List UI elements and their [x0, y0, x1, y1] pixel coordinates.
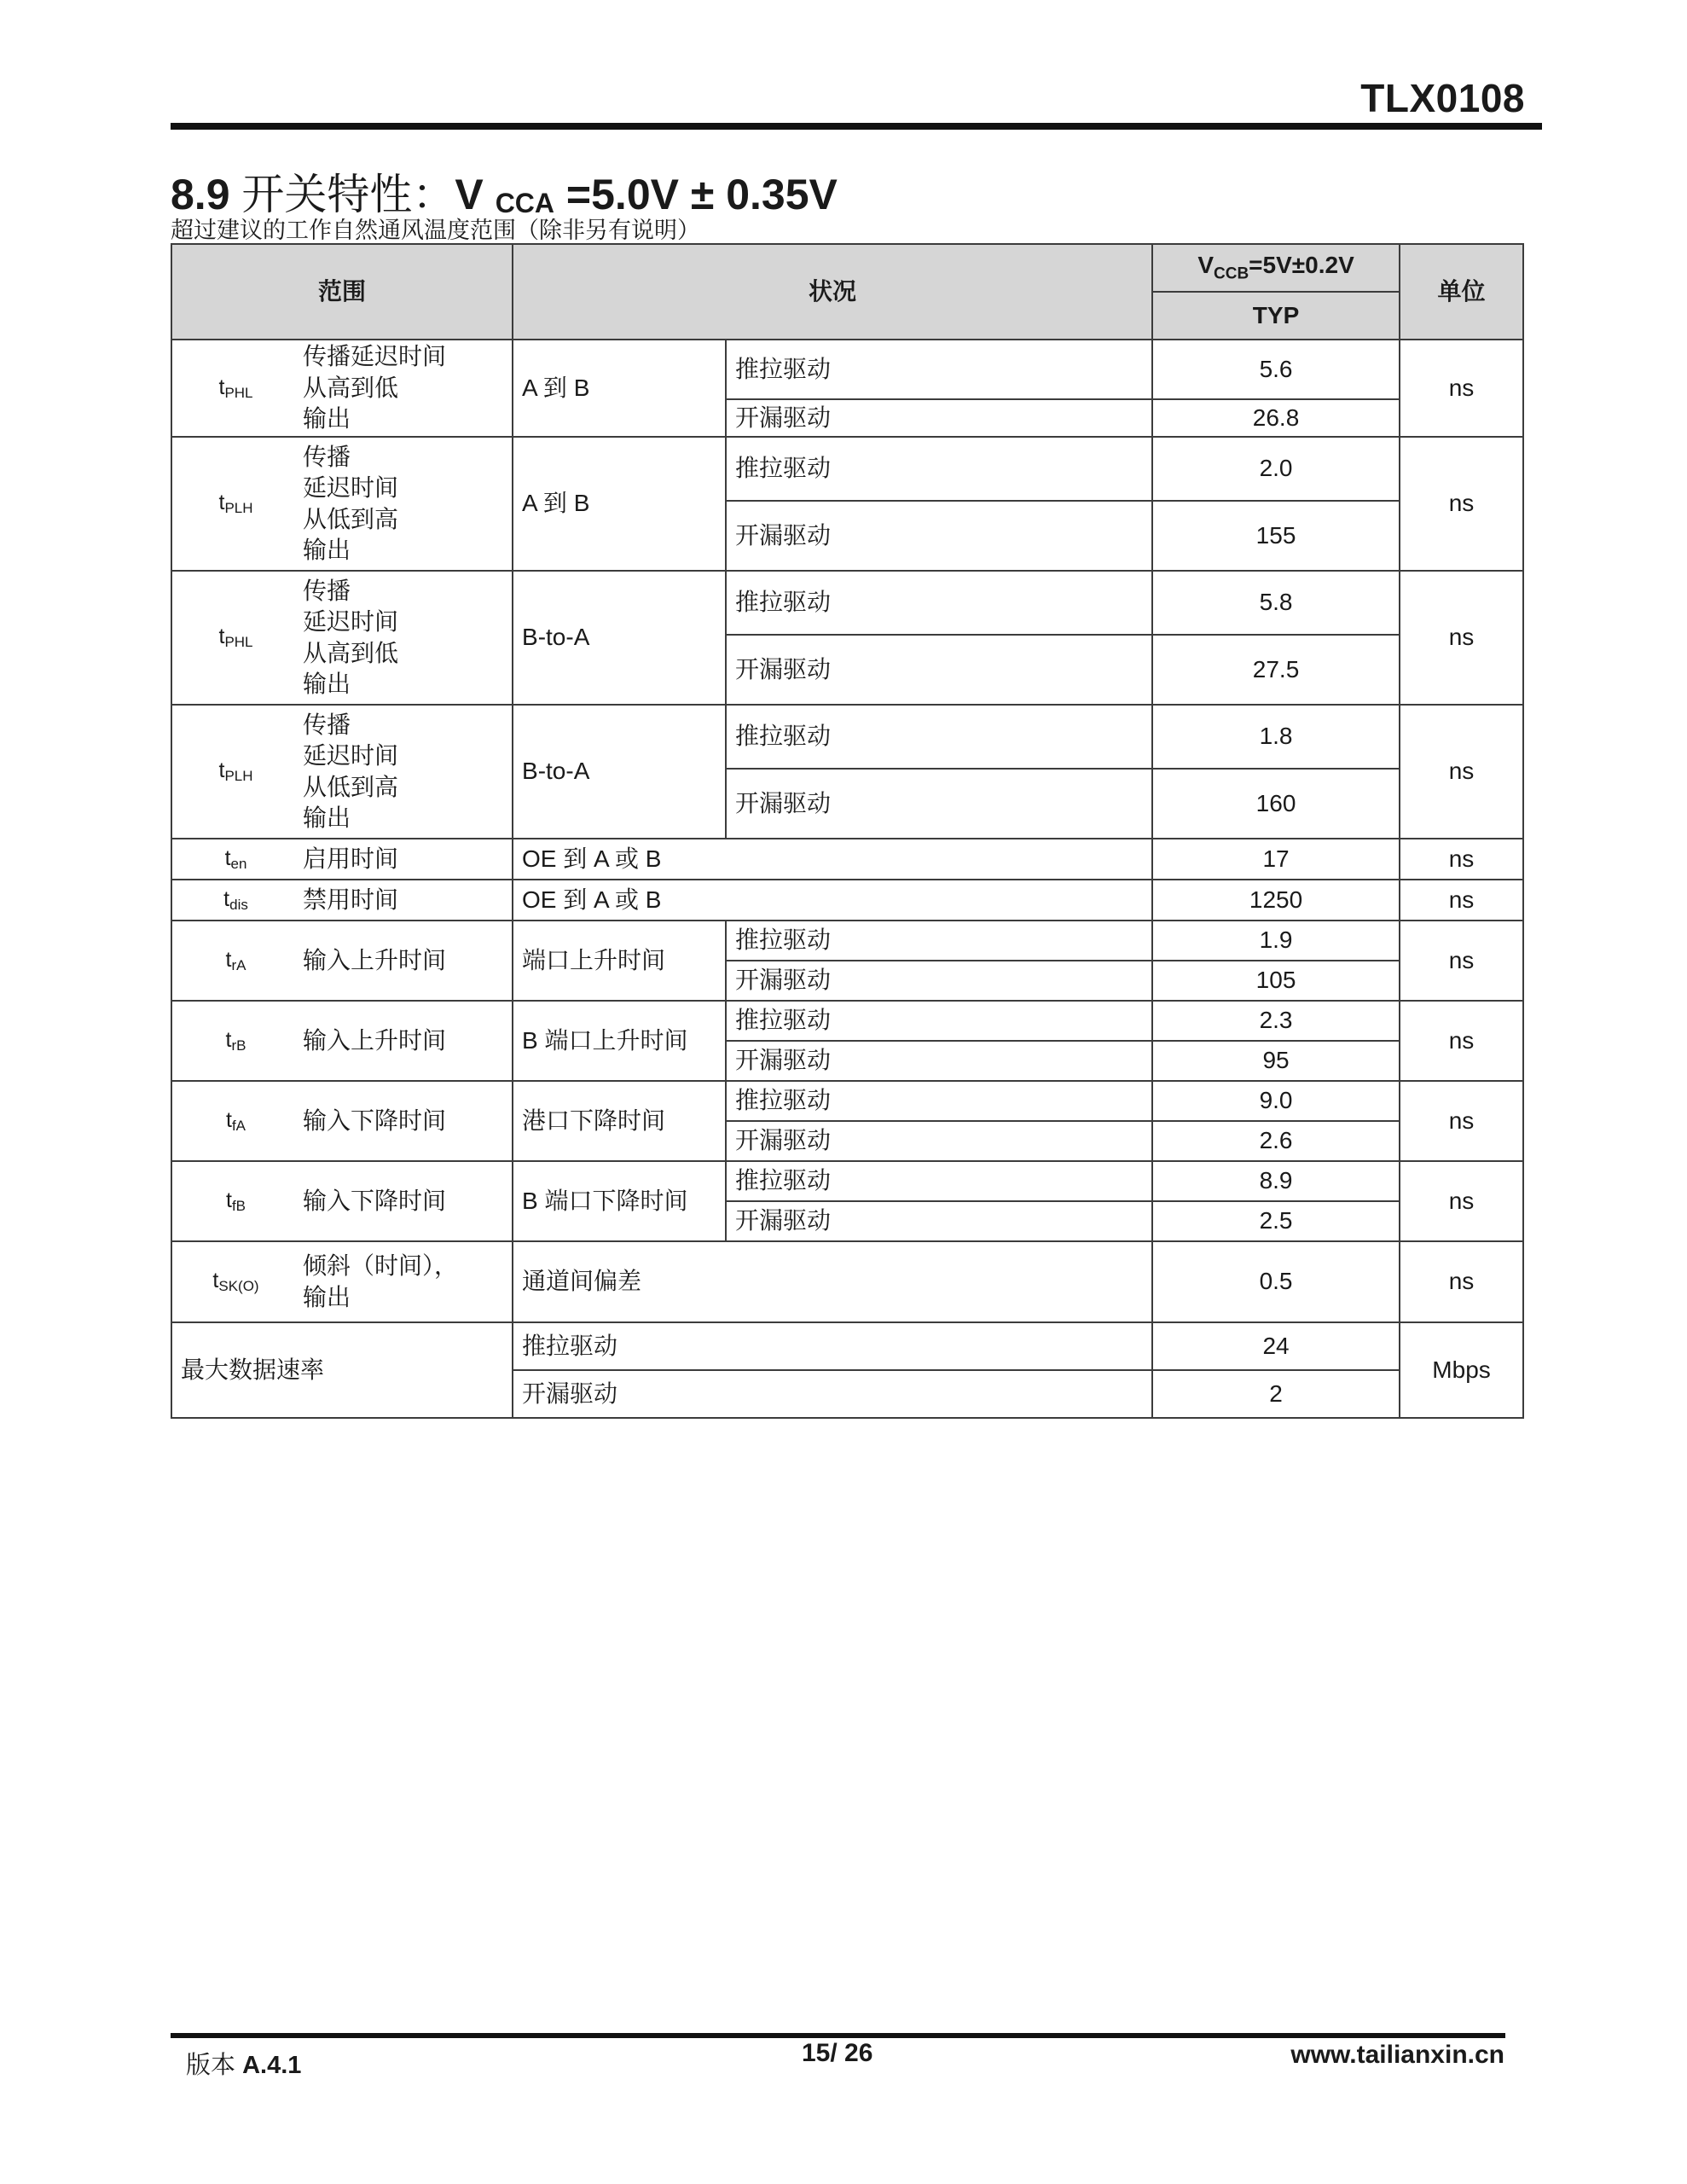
param-symbol-sub: en	[230, 855, 247, 872]
param-symbol	[171, 571, 299, 705]
param-description-line: 倾斜（时间），	[303, 1252, 459, 1280]
typ-value: 2	[1152, 1370, 1400, 1418]
footer-version-value: A.4.1	[242, 2052, 302, 2079]
param-symbol	[171, 880, 299, 921]
part-number: TLX0108	[1360, 76, 1525, 120]
param-symbol	[171, 705, 299, 839]
param-symbol	[171, 839, 299, 880]
param-symbol-t: t	[218, 375, 225, 399]
param-symbol-t: t	[225, 1027, 232, 1052]
param-symbol-t: t	[225, 1188, 232, 1212]
param-description-line: 传播	[303, 443, 351, 470]
test-condition: 港口下降时间	[513, 1081, 726, 1161]
typ-value: 1.9	[1152, 921, 1400, 961]
footer-website: www.tailianxin.cn	[1290, 2041, 1504, 2069]
section-number: 8.9	[171, 171, 230, 218]
param-description-line: 启用时间	[303, 845, 399, 872]
param-symbol	[171, 437, 299, 571]
table-row	[171, 705, 1523, 769]
drive-mode: 开漏驱动	[726, 1121, 1152, 1161]
param-description-line: 传播延迟时间	[303, 343, 447, 370]
param-description-line: 输出	[303, 804, 351, 831]
test-condition: B-to-A	[513, 571, 726, 705]
param-symbol-t: t	[212, 1269, 219, 1293]
param-symbol	[171, 1161, 299, 1241]
drive-mode: 开漏驱动	[726, 769, 1152, 839]
drive-mode: 推拉驱动	[513, 1322, 1152, 1370]
param-symbol-t: t	[223, 886, 230, 911]
typ-value: 9.0	[1152, 1081, 1400, 1121]
table-row	[171, 340, 1523, 399]
drive-mode: 开漏驱动	[726, 635, 1152, 705]
test-condition: B 端口上升时间	[513, 1001, 726, 1081]
typ-value: 155	[1152, 501, 1400, 571]
header-rule	[171, 123, 1542, 130]
unit: ns	[1400, 437, 1523, 571]
table-row	[171, 571, 1523, 635]
param-description-line: 传播	[303, 711, 351, 738]
param-description-line: 从低到高	[303, 505, 399, 532]
drive-mode: 推拉驱动	[726, 571, 1152, 635]
test-condition: 端口上升时间	[513, 921, 726, 1001]
param-symbol-sub: rA	[231, 956, 246, 973]
param-description-line: 从高到低	[303, 639, 399, 666]
param-description-line: 输出	[303, 536, 351, 563]
typ-value: 1.8	[1152, 705, 1400, 769]
test-condition: A 到 B	[513, 437, 726, 571]
unit: ns	[1400, 340, 1523, 437]
test-condition: OE 到 A 或 B	[513, 880, 1152, 921]
section-v-sub: CCA	[495, 188, 555, 218]
section-subtitle: 超过建议的工作自然通风温度范围（除非另有说明）	[171, 218, 700, 243]
param-description	[299, 1241, 513, 1322]
header-vccb-sub: CCB	[1214, 264, 1249, 283]
header-range: 范围	[171, 244, 513, 340]
section-v-prefix: V	[455, 171, 484, 218]
param-symbol-sub: PHL	[224, 634, 253, 651]
drive-mode: 开漏驱动	[726, 399, 1152, 437]
param-description	[299, 705, 513, 839]
param-symbol-sub: rB	[231, 1037, 246, 1054]
param-description-line: 输出	[303, 405, 351, 433]
param-symbol	[171, 1241, 299, 1322]
typ-value: 5.8	[1152, 571, 1400, 635]
param-description-line: 输入上升时间	[303, 1026, 447, 1054]
param-symbol-sub: fB	[231, 1197, 246, 1214]
param-symbol-t: t	[218, 758, 225, 783]
unit: ns	[1400, 921, 1523, 1001]
footer-version	[186, 2046, 301, 2081]
switching-characteristics-table	[171, 243, 1524, 1419]
section-title-text: 开关特性：	[241, 171, 455, 218]
footer-rule	[171, 2033, 1505, 2038]
typ-value: 5.6	[1152, 340, 1400, 399]
param-symbol-sub: SK(O)	[218, 1278, 259, 1295]
param-description-line: 传播	[303, 577, 351, 604]
test-condition: 通道间偏差	[513, 1241, 1152, 1322]
header-typ: TYP	[1152, 292, 1400, 340]
typ-value: 2.5	[1152, 1201, 1400, 1241]
param-description-line: 延迟时间	[303, 474, 399, 502]
param-description	[299, 437, 513, 571]
param-description-line: 输入上升时间	[303, 946, 447, 973]
param-symbol-sub: fA	[231, 1117, 246, 1134]
header-vccb	[1152, 244, 1400, 292]
unit: ns	[1400, 705, 1523, 839]
drive-mode: 推拉驱动	[726, 705, 1152, 769]
unit: ns	[1400, 839, 1523, 880]
section-v-suffix: =5.0V ± 0.35V	[565, 171, 838, 218]
param-symbol	[171, 1081, 299, 1161]
typ-value: 0.5	[1152, 1241, 1400, 1322]
param-description-line: 输入下降时间	[303, 1107, 447, 1134]
param-symbol-t: t	[224, 845, 231, 870]
unit: ns	[1400, 1081, 1523, 1161]
table-row	[171, 1081, 1523, 1121]
param-symbol-t: t	[225, 1107, 232, 1132]
typ-value: 24	[1152, 1322, 1400, 1370]
test-condition: A 到 B	[513, 340, 726, 437]
drive-mode: 推拉驱动	[726, 340, 1152, 399]
drive-mode: 推拉驱动	[726, 1081, 1152, 1121]
drive-mode: 推拉驱动	[726, 921, 1152, 961]
header-vccb-prefix: V	[1197, 252, 1214, 279]
param-description-line: 输入下降时间	[303, 1187, 447, 1214]
unit: ns	[1400, 571, 1523, 705]
typ-value: 160	[1152, 769, 1400, 839]
typ-value: 95	[1152, 1041, 1400, 1081]
table-row	[171, 921, 1523, 961]
typ-value: 105	[1152, 961, 1400, 1001]
drive-mode: 开漏驱动	[513, 1370, 1152, 1418]
param-description-line: 从低到高	[303, 773, 399, 800]
param-description-line: 输出	[303, 1283, 351, 1310]
param-symbol-t: t	[225, 947, 232, 972]
param-description	[299, 1081, 513, 1161]
param-description	[299, 340, 513, 437]
param-description	[299, 921, 513, 1001]
unit: ns	[1400, 880, 1523, 921]
param-description	[299, 839, 513, 880]
footer-page-number: 15/ 26	[802, 2039, 873, 2067]
test-condition: OE 到 A 或 B	[513, 839, 1152, 880]
param-description-line: 输出	[303, 670, 351, 697]
footer-version-label: 版本	[186, 2052, 236, 2079]
typ-value: 2.0	[1152, 437, 1400, 501]
typ-value: 2.3	[1152, 1001, 1400, 1041]
param-symbol	[171, 340, 299, 437]
drive-mode: 推拉驱动	[726, 1001, 1152, 1041]
table-row	[171, 1161, 1523, 1201]
typ-value: 26.8	[1152, 399, 1400, 437]
param-symbol-t: t	[218, 491, 225, 515]
header-unit: 单位	[1400, 244, 1523, 340]
typ-value: 1250	[1152, 880, 1400, 921]
param-description-line: 延迟时间	[303, 742, 399, 770]
typ-value: 17	[1152, 839, 1400, 880]
test-condition: B 端口下降时间	[513, 1161, 726, 1241]
table-row	[171, 1322, 1523, 1370]
param-description	[299, 1161, 513, 1241]
param-symbol-sub: PHL	[224, 384, 253, 401]
param-symbol	[171, 921, 299, 1001]
param-description-line: 禁用时间	[303, 886, 399, 913]
typ-value: 27.5	[1152, 635, 1400, 705]
max-rate-label: 最大数据速率	[171, 1322, 513, 1418]
drive-mode: 开漏驱动	[726, 501, 1152, 571]
drive-mode: 开漏驱动	[726, 1201, 1152, 1241]
typ-value: 8.9	[1152, 1161, 1400, 1201]
param-description	[299, 571, 513, 705]
param-symbol	[171, 1001, 299, 1081]
table-row	[171, 1001, 1523, 1041]
drive-mode: 开漏驱动	[726, 1041, 1152, 1081]
drive-mode: 推拉驱动	[726, 1161, 1152, 1201]
test-condition: B-to-A	[513, 705, 726, 839]
header-condition: 状况	[513, 244, 1152, 340]
param-description	[299, 1001, 513, 1081]
unit: ns	[1400, 1161, 1523, 1241]
param-symbol-sub: dis	[229, 896, 248, 913]
table-row	[171, 880, 1523, 921]
param-symbol-t: t	[218, 624, 225, 649]
unit: ns	[1400, 1241, 1523, 1322]
param-symbol-sub: PLH	[224, 768, 253, 785]
param-description-line: 延迟时间	[303, 608, 399, 636]
param-symbol-sub: PLH	[224, 500, 253, 517]
param-description-line: 从高到低	[303, 374, 399, 401]
table-row	[171, 437, 1523, 501]
drive-mode: 开漏驱动	[726, 961, 1152, 1001]
typ-value: 2.6	[1152, 1121, 1400, 1161]
unit: ns	[1400, 1001, 1523, 1081]
table-row	[171, 1241, 1523, 1322]
table-row	[171, 839, 1523, 880]
param-description	[299, 880, 513, 921]
header-vccb-suffix: =5V±0.2V	[1249, 252, 1354, 279]
unit: Mbps	[1400, 1322, 1523, 1418]
drive-mode: 推拉驱动	[726, 437, 1152, 501]
